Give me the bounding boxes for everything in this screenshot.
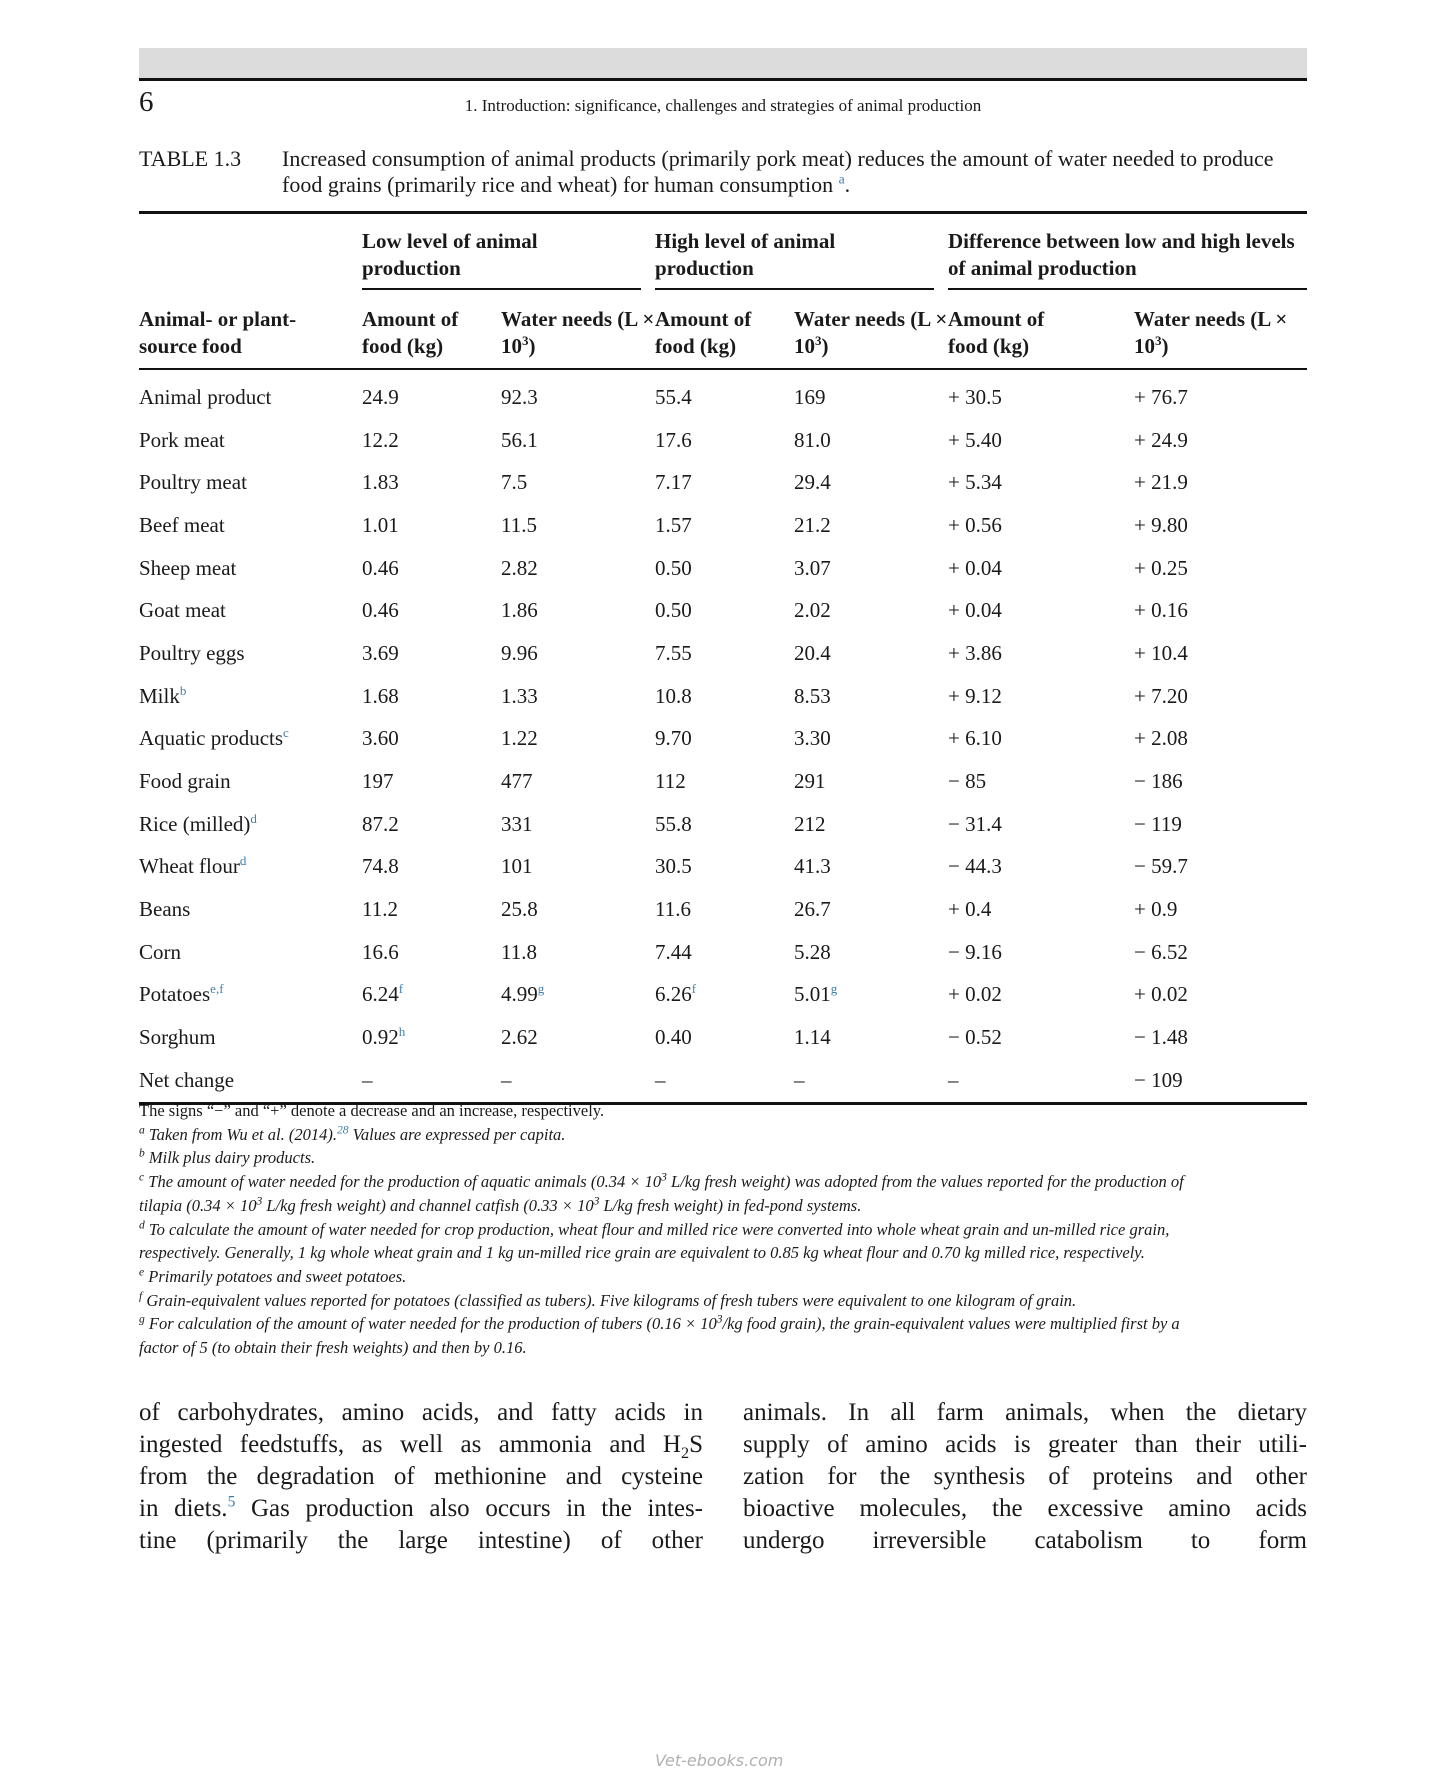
table-row bbox=[139, 461, 1307, 504]
table-cell: 25.8 bbox=[501, 897, 538, 922]
row-label: Corn bbox=[139, 939, 181, 964]
table-cell: + 2.08 bbox=[1134, 726, 1188, 751]
table-cell: 92.3 bbox=[501, 384, 538, 409]
watermark-logo: Vet-ebooks.com bbox=[655, 1751, 784, 1770]
col-header-amount: Amount of food (kg) bbox=[655, 296, 794, 369]
table-cell: 55.8 bbox=[655, 811, 692, 836]
table-cell: 0.50 bbox=[655, 555, 692, 580]
table-body bbox=[139, 369, 1307, 1103]
table-cell: 11.8 bbox=[501, 939, 537, 964]
footnote-ref[interactable]: f bbox=[691, 981, 697, 997]
table-cell: + 21.9 bbox=[1134, 470, 1188, 495]
footnote-signs: The signs “−” and “+” denote a decrease and an increase, respectively. bbox=[139, 1101, 605, 1120]
table-cell: + 0.9 bbox=[1134, 897, 1178, 922]
table-cell: 3.30 bbox=[794, 726, 831, 751]
footnote-ref[interactable]: b bbox=[179, 682, 187, 698]
table-cell: 26.7 bbox=[794, 897, 831, 922]
row-label: Food grain bbox=[139, 769, 231, 794]
body-line: in diets.$^5$ Gas production also occurs in the intes- bbox=[139, 1493, 703, 1522]
table-cell: 6.24$^f$ bbox=[362, 981, 404, 1007]
row-label: Pork meat bbox=[139, 427, 225, 452]
group-header-high: High level of animal production bbox=[655, 228, 934, 290]
col-header-food: Animal- or plant-source food bbox=[139, 296, 362, 369]
table-cell: − 119 bbox=[1134, 811, 1182, 836]
table-caption bbox=[139, 146, 1307, 198]
table-cell: 0.46 bbox=[362, 598, 399, 623]
footnote-ref[interactable]: g bbox=[830, 981, 838, 997]
table-cell: 7.5 bbox=[501, 470, 528, 495]
table-cell: 16.6 bbox=[362, 939, 399, 964]
table-cell: − 85 bbox=[948, 769, 987, 794]
table-cell: 29.4 bbox=[794, 470, 831, 495]
table-cell: 10.8 bbox=[655, 683, 692, 708]
table-cell: + 6.10 bbox=[948, 726, 1002, 751]
body-line: supply of amino acids is greater than their utili- bbox=[743, 1431, 1307, 1458]
table-row bbox=[139, 1016, 1307, 1059]
table-cell: 101 bbox=[501, 854, 533, 879]
table-cell: 7.44 bbox=[655, 939, 692, 964]
table-cell: + 3.86 bbox=[948, 640, 1002, 665]
footnote-ref[interactable]: c bbox=[283, 725, 289, 741]
body-column-left bbox=[139, 1397, 703, 1557]
footnote-e: $^e$ Primarily potatoes and sweet potatoes. bbox=[139, 1266, 407, 1286]
table-cell: 2.02 bbox=[794, 598, 831, 623]
column-header-row bbox=[139, 296, 1307, 369]
table-cell: 1.83 bbox=[362, 470, 399, 495]
table-cell: + 24.9 bbox=[1134, 427, 1188, 452]
table-cell: 0.46 bbox=[362, 555, 399, 580]
table-cell: 1.14 bbox=[794, 1025, 831, 1050]
table-row bbox=[139, 504, 1307, 547]
table-cell: 1.33 bbox=[501, 683, 538, 708]
row-label: Sorghum bbox=[139, 1025, 216, 1050]
row-label: Goat meat bbox=[139, 598, 226, 623]
table-cell: 4.99$^g$ bbox=[501, 981, 545, 1007]
body-line: zation for the synthesis of proteins and other bbox=[743, 1463, 1307, 1490]
table-row bbox=[139, 846, 1307, 889]
table-cell: 11.5 bbox=[501, 512, 537, 537]
table-cell: 9.96 bbox=[501, 640, 538, 665]
table-cell: + 5.34 bbox=[948, 470, 1002, 495]
table-cell: − 1.48 bbox=[1134, 1025, 1188, 1050]
table-cell: 11.2 bbox=[362, 897, 398, 922]
row-label: Rice (milled)$^d$ bbox=[139, 810, 257, 836]
table-cell: 56.1 bbox=[501, 427, 538, 452]
footnote-ref[interactable]: g bbox=[537, 981, 545, 997]
table-cell: 12.2 bbox=[362, 427, 399, 452]
table-cell: + 0.02 bbox=[1134, 982, 1188, 1007]
table-cell: + 9.12 bbox=[948, 683, 1002, 708]
table-cell: + 30.5 bbox=[948, 384, 1002, 409]
table-cell: 8.53 bbox=[794, 683, 831, 708]
data-table bbox=[139, 211, 1307, 1105]
table-cell: 55.4 bbox=[655, 384, 692, 409]
table-cell: – bbox=[948, 1067, 959, 1092]
row-label: Animal product bbox=[139, 384, 272, 409]
group-header-difference: Difference between low and high levels of animal production bbox=[948, 228, 1307, 290]
row-label: Sheep meat bbox=[139, 555, 237, 580]
table-cell: – bbox=[501, 1067, 512, 1092]
body-line: ingested feedstuffs, as well as ammonia and $H_2S$ bbox=[139, 1431, 703, 1462]
table-cell: − 6.52 bbox=[1134, 939, 1188, 964]
table-cell: 74.8 bbox=[362, 854, 399, 879]
table-cell: 197 bbox=[362, 769, 394, 794]
row-label: Potatoes$^{e,f}$ bbox=[139, 981, 224, 1007]
table-cell: 7.55 bbox=[655, 640, 692, 665]
table-cell: + 0.04 bbox=[948, 555, 1002, 580]
group-header-row bbox=[139, 213, 1307, 297]
citation-ref[interactable]: 5 bbox=[227, 1493, 236, 1511]
table-row bbox=[139, 1059, 1307, 1103]
footnote-c: $^c$ The amount of water needed for the production of aquatic animals ($0.34 \times 10^3$ L/kg fresh weight) was adopted from the values reported for the production of tilapia ($0.34 \times 10^3$ L/kg fresh weight) and channel catfish ($0.33 \times 10^3$ L/kg fresh weight) in fed-pond systems. bbox=[139, 1171, 1184, 1215]
table-row bbox=[139, 369, 1307, 419]
table-cell: 1.01 bbox=[362, 512, 399, 537]
table-row bbox=[139, 888, 1307, 931]
body-line: bioactive molecules, the excessive amino acids bbox=[743, 1495, 1307, 1522]
table-row bbox=[139, 803, 1307, 846]
body-column-right bbox=[743, 1397, 1307, 1557]
table-cell: + 10.4 bbox=[1134, 640, 1188, 665]
table-cell: – bbox=[655, 1067, 666, 1092]
table-cell: 331 bbox=[501, 811, 533, 836]
group-header-low: Low level of animal production bbox=[362, 228, 641, 290]
header-rule bbox=[139, 78, 1307, 81]
footnote-d: $^d$ To calculate the amount of water needed for crop production, wheat flour and milled rice were converted into whole wheat grain and un-milled rice grain, respectively. Generally, 1 kg whole wheat grain and 1 kg un-milled rice grain are equivalent to 0.85 kg wheat flour and 0.70 kg milled rice, respectively. bbox=[139, 1219, 1170, 1263]
table-row bbox=[139, 589, 1307, 632]
table-cell: + 9.80 bbox=[1134, 512, 1188, 537]
table-cell: 9.70 bbox=[655, 726, 692, 751]
running-head: 1. Introduction: significance, challenges and strategies of animal production bbox=[464, 96, 982, 115]
row-label: Poultry meat bbox=[139, 470, 247, 495]
table-cell: 291 bbox=[794, 769, 826, 794]
footnote-ref[interactable]: e,f bbox=[210, 981, 224, 997]
body-line: animals. In all farm animals, when the dietary bbox=[743, 1399, 1307, 1426]
body-line: of carbohydrates, amino acids, and fatty acids in bbox=[139, 1399, 703, 1426]
table-cell: 1.57 bbox=[655, 512, 692, 537]
footnote-f: $^f$ Grain-equivalent values reported for potatoes (classified as tubers). Five kilograms of fresh tubers were equivalent to one kilogram of grain. bbox=[139, 1290, 1077, 1310]
footnote-ref[interactable]: f bbox=[398, 981, 404, 997]
table-caption-text: Increased consumption of animal products (primarily pork meat) reduces the amount of water needed to produce food grains (primarily rice and wheat) for human consumption $^a$. bbox=[282, 146, 1274, 197]
table-cell: − 44.3 bbox=[948, 854, 1002, 879]
table-label: TABLE 1.3 bbox=[139, 146, 242, 171]
table-cell: + 0.04 bbox=[948, 598, 1002, 623]
table-cell: 1.22 bbox=[501, 726, 538, 751]
table-cell: 17.6 bbox=[655, 427, 692, 452]
table-cell: 1.68 bbox=[362, 683, 399, 708]
table-cell: − 59.7 bbox=[1134, 854, 1188, 879]
table-cell: 477 bbox=[501, 769, 533, 794]
footnote-g: $^g$ For calculation of the amount of water needed for the production of tubers ($0.16 \times 10^3/kg$ food grain), the grain-equivalent values were multiplied first by a factor of 5 (to obtain their fresh weights) and then by 0.16. bbox=[139, 1313, 1180, 1358]
col-header-water: Water needs $(L \times 10^3)$ bbox=[1134, 296, 1307, 369]
row-label: Wheat flour$^d$ bbox=[139, 853, 247, 879]
table-cell: – bbox=[362, 1067, 373, 1092]
footnote-b: $^b$ Milk plus dairy products. bbox=[139, 1147, 316, 1168]
table-cell: 87.2 bbox=[362, 811, 399, 836]
body-line: undergo irreversible catabolism to form bbox=[743, 1527, 1307, 1554]
table-footnotes bbox=[139, 1099, 1307, 1360]
table-cell: − 0.52 bbox=[948, 1025, 1002, 1050]
table-cell: − 9.16 bbox=[948, 939, 1002, 964]
row-label: Net change bbox=[139, 1067, 235, 1092]
footnote-ref[interactable]: d bbox=[250, 810, 257, 826]
col-header-amount: Amount of food (kg) bbox=[362, 296, 501, 369]
table-cell: – bbox=[794, 1067, 805, 1092]
table-cell: 112 bbox=[655, 769, 686, 794]
table-row bbox=[139, 931, 1307, 974]
footnote-ref[interactable]: h bbox=[398, 1024, 406, 1040]
table-cell: 3.69 bbox=[362, 640, 399, 665]
table-cell: 5.28 bbox=[794, 939, 831, 964]
table-row bbox=[139, 547, 1307, 590]
row-label: Milk$^b$ bbox=[139, 682, 187, 708]
table-cell: − 109 bbox=[1134, 1067, 1183, 1092]
table-cell: + 0.02 bbox=[948, 982, 1002, 1007]
table-cell: 3.60 bbox=[362, 726, 399, 751]
table-row bbox=[139, 974, 1307, 1017]
table-row bbox=[139, 718, 1307, 761]
table-cell: 5.01$^g$ bbox=[794, 981, 838, 1007]
footnote-ref[interactable]: d bbox=[239, 853, 247, 869]
table-cell: 6.26$^f$ bbox=[655, 981, 697, 1007]
table-cell: + 0.4 bbox=[948, 897, 992, 922]
row-label: Beef meat bbox=[139, 512, 225, 537]
table-cell: + 7.20 bbox=[1134, 683, 1188, 708]
table-row bbox=[139, 419, 1307, 462]
table-cell: − 186 bbox=[1134, 769, 1183, 794]
table-cell: 2.62 bbox=[501, 1025, 538, 1050]
table-cell: 81.0 bbox=[794, 427, 831, 452]
col-header-water: Water needs $(L \times 10^3)$ bbox=[501, 296, 655, 369]
table-cell: 24.9 bbox=[362, 384, 399, 409]
footnote-ref[interactable]: a bbox=[838, 171, 845, 187]
table-cell: 7.17 bbox=[655, 470, 692, 495]
col-header-amount: Amount of food (kg) bbox=[948, 296, 1134, 369]
table-cell: 1.86 bbox=[501, 598, 538, 623]
table-row bbox=[139, 632, 1307, 675]
row-label: Aquatic products$^c$ bbox=[139, 725, 289, 751]
table-cell: 41.3 bbox=[794, 854, 831, 879]
body-line: from the degradation of methionine and cysteine bbox=[139, 1463, 703, 1490]
table-cell: 2.82 bbox=[501, 555, 538, 580]
row-label: Beans bbox=[139, 897, 191, 922]
table-cell: 11.6 bbox=[655, 897, 691, 922]
table-cell: + 0.56 bbox=[948, 512, 1002, 537]
table-cell: + 0.16 bbox=[1134, 598, 1188, 623]
table-cell: 0.40 bbox=[655, 1025, 692, 1050]
table-cell: + 0.25 bbox=[1134, 555, 1188, 580]
body-line: tine (primarily the large intestine) of other bbox=[139, 1527, 703, 1554]
page-number: 6 bbox=[139, 86, 154, 118]
table-cell: 212 bbox=[794, 811, 826, 836]
row-label: Poultry eggs bbox=[139, 640, 245, 665]
table-cell: 3.07 bbox=[794, 555, 831, 580]
col-header-water: Water needs $(L \times 10^3)$ bbox=[794, 296, 948, 369]
header-band bbox=[139, 48, 1307, 78]
table-cell: 0.92$^h$ bbox=[362, 1024, 406, 1050]
table-cell: 0.50 bbox=[655, 598, 692, 623]
table-row bbox=[139, 760, 1307, 803]
footnote-a: $^a$ Taken from Wu et al. (2014).$^{28}$ Values are expressed per capita. bbox=[139, 1124, 566, 1144]
table-cell: + 5.40 bbox=[948, 427, 1002, 452]
table-cell: − 31.4 bbox=[948, 811, 1002, 836]
table-cell: + 76.7 bbox=[1134, 384, 1188, 409]
table-row bbox=[139, 675, 1307, 718]
table-cell: 169 bbox=[794, 384, 826, 409]
table-cell: 21.2 bbox=[794, 512, 831, 537]
table-cell: 20.4 bbox=[794, 640, 831, 665]
table-cell: 30.5 bbox=[655, 854, 692, 879]
